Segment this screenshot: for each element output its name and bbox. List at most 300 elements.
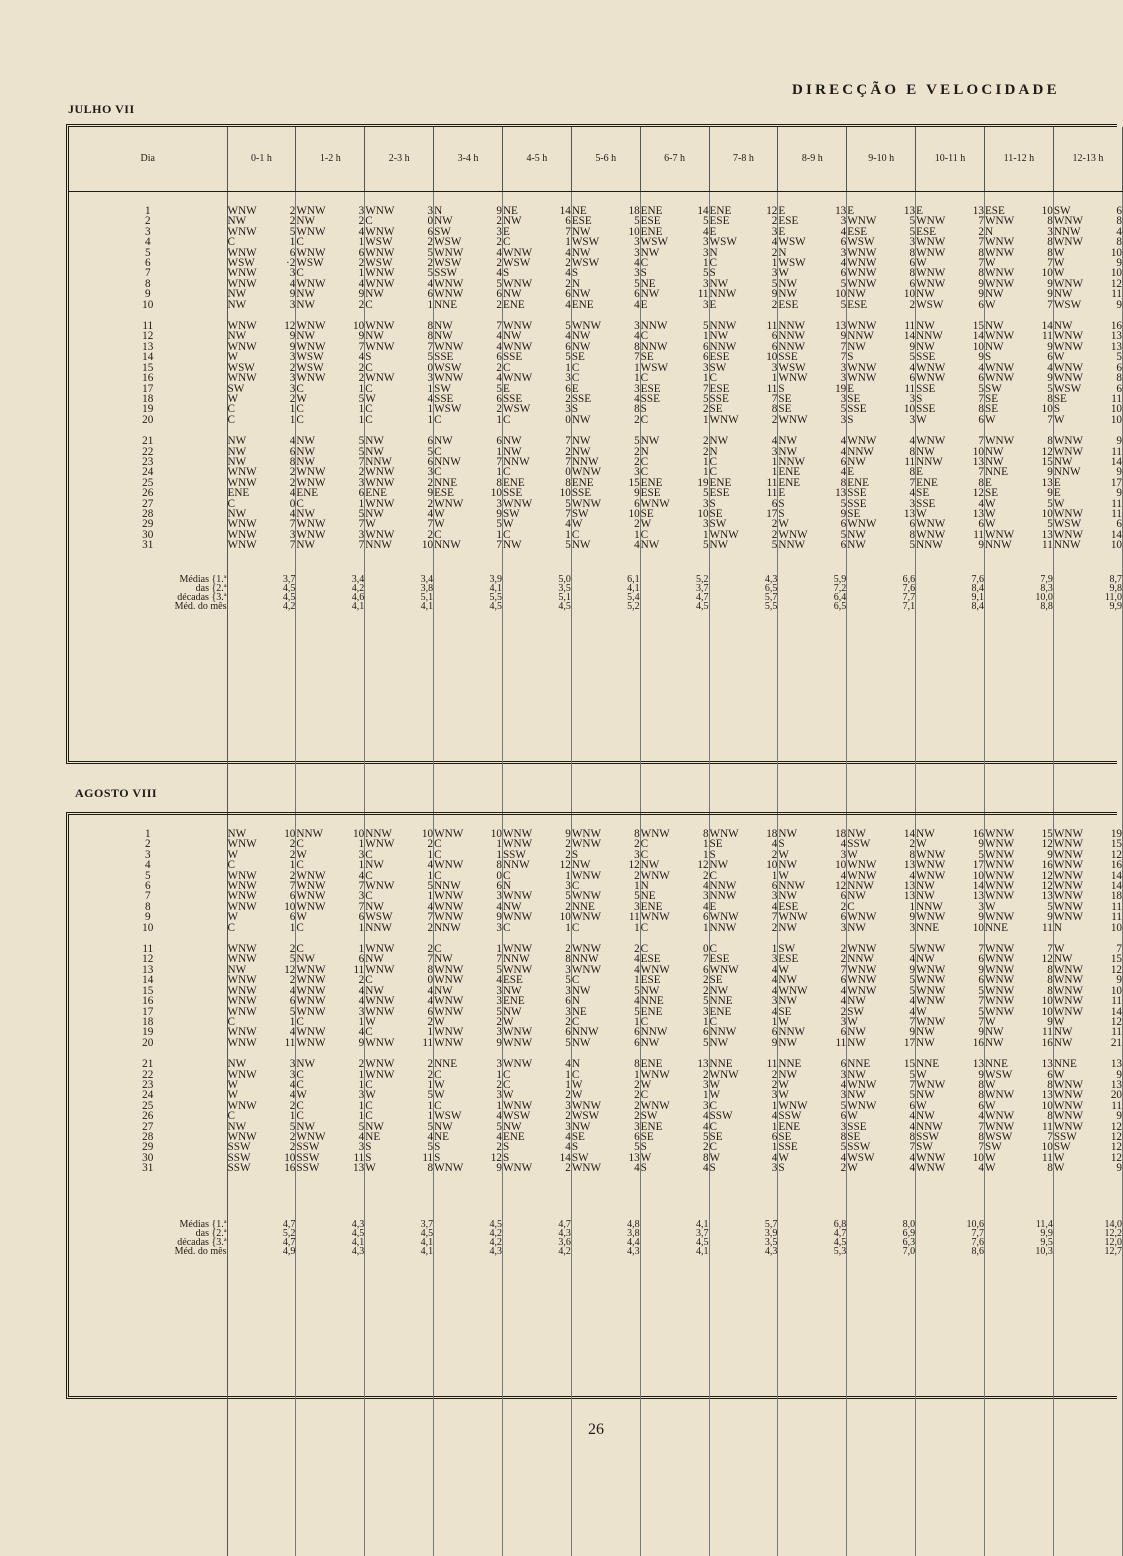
- wind-direction-cell: WNW: [640, 828, 670, 840]
- wind-direction-cell: WNW: [847, 869, 877, 882]
- wind-speed-cell: 3: [338, 478, 364, 488]
- wind-speed-cell: 4: [889, 1111, 915, 1121]
- wind-direction-cell: S: [709, 267, 716, 280]
- wind-direction-cell: W: [434, 1078, 445, 1091]
- wind-direction-cell: C: [640, 943, 649, 956]
- wind-direction-cell: ENE: [778, 1120, 801, 1133]
- wind-speed-cell: 2: [338, 975, 364, 985]
- wind-direction-cell: WNW: [296, 1036, 326, 1049]
- wind-direction-cell: S: [847, 351, 854, 364]
- wind-direction-cell: ESE: [709, 215, 730, 228]
- wind-direction-cell: WNW: [227, 528, 257, 541]
- wind-speed-cell: 11: [1096, 1101, 1123, 1111]
- wind-speed-cell: 5: [545, 540, 571, 550]
- wind-direction-cell: WNW: [434, 372, 464, 385]
- wind-direction-cell: SE: [984, 392, 999, 405]
- wind-direction-cell: C: [434, 445, 442, 458]
- average-value: 4,3: [338, 1247, 364, 1256]
- wind-speed-cell: 13: [338, 1163, 364, 1173]
- wind-direction-cell: SW: [571, 507, 589, 520]
- wind-direction-cell: S: [365, 351, 372, 364]
- wind-speed-cell: 6: [614, 1132, 640, 1142]
- wind-speed-cell: 2: [820, 954, 846, 964]
- wind-speed-cell: 4: [889, 436, 915, 446]
- wind-direction-cell: NNW: [778, 320, 806, 333]
- average-value: 7,1: [889, 602, 915, 611]
- wind-speed-cell: 8: [1096, 373, 1123, 383]
- wind-speed-cell: 1: [889, 902, 915, 912]
- wind-direction-cell: NW: [502, 900, 522, 913]
- column-header-hour: 12-13 h: [1053, 127, 1122, 192]
- wind-direction-cell: NNW: [1053, 539, 1081, 552]
- wind-speed-cell: 7: [1027, 415, 1053, 425]
- wind-speed-cell: 8: [614, 1059, 640, 1069]
- wind-speed-cell: 2: [614, 1090, 640, 1100]
- wind-speed-cell: 8: [1096, 237, 1123, 247]
- wind-speed-cell: 1: [752, 1101, 778, 1111]
- wind-direction-cell: NW: [502, 984, 522, 997]
- average-value: 4,4: [614, 1238, 640, 1247]
- wind-speed-cell: 5: [889, 975, 915, 985]
- wind-direction-cell: NW: [365, 445, 384, 458]
- wind-speed-cell: 6: [270, 912, 296, 922]
- wind-speed-cell: 3: [820, 1070, 846, 1080]
- wind-speed-cell: 11: [1096, 902, 1123, 912]
- wind-speed-cell: 6: [476, 881, 502, 891]
- wind-direction-cell: C: [434, 869, 442, 882]
- wind-direction-cell: WNW: [227, 890, 257, 903]
- wind-speed-cell: 5: [752, 540, 778, 550]
- average-value: 6,9: [889, 1229, 915, 1238]
- wind-speed-cell: 6: [820, 1027, 846, 1037]
- page-header-title: DIRECÇÃO E VELOCIDADE: [792, 82, 1060, 98]
- wind-speed-cell: 9: [1027, 912, 1053, 922]
- wind-direction-cell: WNW: [502, 372, 533, 385]
- wind-direction-cell: NNW: [434, 880, 461, 893]
- wind-speed-cell: 9: [889, 1027, 915, 1037]
- wind-direction-cell: SW: [778, 943, 796, 956]
- average-value: 12,7: [1096, 1247, 1123, 1256]
- wind-speed-cell: 10: [1027, 996, 1053, 1006]
- wind-direction-cell: WNW: [709, 528, 739, 541]
- wind-direction-cell: WNW: [502, 838, 533, 851]
- wind-direction-cell: WNW: [571, 869, 602, 882]
- wind-speed-cell: 7: [958, 237, 984, 247]
- wind-direction-cell: NNE: [916, 921, 940, 934]
- wind-speed-cell: 5: [545, 499, 571, 509]
- wind-speed-cell: 7: [820, 965, 846, 975]
- averages-row: [69, 584, 1123, 593]
- wind-speed-cell: 14: [1096, 457, 1123, 467]
- wind-speed-cell: 11: [1096, 447, 1123, 457]
- wind-speed-cell: 5: [889, 227, 915, 237]
- wind-direction-cell: WNW: [502, 497, 533, 510]
- averages-row: [69, 1247, 1123, 1256]
- wind-direction-cell: SE: [571, 1130, 585, 1143]
- wind-speed-cell: 3: [683, 891, 709, 901]
- wind-direction-cell: SSE: [571, 392, 592, 405]
- average-value: 4,7: [820, 1229, 846, 1238]
- wind-direction-cell: NW: [296, 953, 316, 966]
- wind-direction-cell: WNW: [434, 859, 464, 872]
- wind-direction-cell: NW: [847, 539, 866, 552]
- wind-speed-cell: 2: [683, 975, 709, 985]
- average-value: 3,4: [407, 575, 433, 584]
- wind-speed-cell: 1: [407, 1027, 433, 1037]
- wind-speed-cell: 4: [270, 1027, 296, 1037]
- wind-direction-cell: NW: [571, 445, 591, 458]
- wind-direction-cell: C: [296, 1110, 304, 1123]
- wind-speed-cell: 2: [545, 1017, 571, 1027]
- day-cell: 1: [69, 206, 227, 216]
- wind-direction-cell: NW: [640, 288, 660, 301]
- column-header-hour: 5-6 h: [571, 127, 640, 192]
- wind-direction-cell: WNW: [502, 340, 533, 353]
- wind-direction-cell: W: [1053, 1068, 1065, 1081]
- wind-direction-cell: NNE: [434, 298, 458, 311]
- wind-direction-cell: NW: [296, 455, 316, 468]
- wind-speed-cell: 6: [1027, 352, 1053, 362]
- wind-speed-cell: 4: [752, 839, 778, 849]
- wind-direction-cell: NW: [434, 435, 453, 448]
- wind-speed-cell: 4: [338, 279, 364, 289]
- average-value: 8,4: [958, 584, 984, 593]
- wind-speed-cell: 8: [889, 850, 915, 860]
- wind-speed-cell: 1: [476, 467, 502, 477]
- wind-speed-cell: 9: [476, 1163, 502, 1173]
- wind-direction-cell: WNW: [847, 911, 877, 924]
- wind-speed-cell: 6: [958, 975, 984, 985]
- wind-speed-cell: 4: [476, 268, 502, 278]
- wind-speed-cell: 4: [407, 1132, 433, 1142]
- wind-speed-cell: 9: [958, 1070, 984, 1080]
- wind-direction-cell: WNW: [1053, 330, 1084, 343]
- wind-speed-cell: 4: [476, 373, 502, 383]
- wind-speed-cell: 2: [270, 394, 296, 404]
- wind-speed-cell: 4: [476, 331, 502, 341]
- wind-speed-cell: 0: [407, 975, 433, 985]
- wind-direction-cell: C: [296, 921, 304, 934]
- day-cell: 7: [69, 891, 227, 901]
- wind-direction-cell: NW: [709, 1036, 729, 1049]
- wind-speed-cell: 3: [476, 996, 502, 1006]
- wind-direction-cell: S: [640, 267, 647, 280]
- wind-direction-cell: WNW: [1053, 911, 1084, 924]
- wind-speed-cell: 6: [958, 954, 984, 964]
- wind-direction-cell: WSW: [847, 1151, 875, 1164]
- wind-speed-cell: 5: [820, 404, 846, 414]
- wind-speed-cell: 3: [476, 923, 502, 933]
- wind-speed-cell: 4: [820, 227, 846, 237]
- wind-speed-cell: 10: [1096, 923, 1123, 933]
- wind-speed-cell: 12: [270, 321, 296, 331]
- wind-speed-cell: 2: [889, 839, 915, 849]
- wind-speed-cell: 1: [270, 923, 296, 933]
- wind-direction-cell: WNW: [709, 413, 739, 426]
- wind-speed-cell: 10: [1027, 509, 1053, 519]
- wind-direction-cell: W: [778, 267, 789, 280]
- wind-speed-cell: 16: [958, 1038, 984, 1048]
- wind-direction-cell: WNW: [227, 880, 257, 893]
- wind-speed-cell: 6: [407, 1007, 433, 1017]
- wind-direction-cell: WNW: [227, 539, 257, 552]
- day-cell: 27: [69, 499, 227, 509]
- average-value: 7,9: [1027, 575, 1053, 584]
- wind-speed-cell: 1: [407, 850, 433, 860]
- wind-direction-cell: SSW: [847, 1141, 871, 1154]
- wind-speed-cell: 19: [683, 478, 709, 488]
- wind-speed-cell: 9: [407, 488, 433, 498]
- wind-direction-cell: WNW: [227, 1068, 257, 1081]
- wind-direction-cell: NNW: [709, 880, 737, 893]
- wind-speed-cell: 12: [614, 860, 640, 870]
- table-row: [69, 373, 1123, 383]
- wind-direction-cell: WNW: [984, 911, 1015, 924]
- wind-direction-cell: W: [984, 413, 996, 426]
- wind-direction-cell: WNW: [227, 943, 257, 956]
- column-header-hour: 8-9 h: [778, 127, 847, 192]
- wind-direction-cell: NNE: [434, 476, 458, 489]
- wind-speed-cell: 7: [614, 352, 640, 362]
- wind-speed-cell: 3: [476, 1027, 502, 1037]
- wind-direction-cell: NW: [778, 974, 798, 987]
- wind-speed-cell: 7: [270, 519, 296, 529]
- wind-direction-cell: WSW: [365, 257, 393, 270]
- wind-direction-cell: W: [916, 1005, 927, 1018]
- wind-direction-cell: WSW: [640, 236, 669, 249]
- wind-speed-cell: 9: [958, 279, 984, 289]
- wind-direction-cell: WNW: [227, 476, 257, 489]
- wind-direction-cell: NW: [916, 1026, 935, 1039]
- wind-speed-cell: 5: [820, 1142, 846, 1152]
- wind-direction-cell: NE: [434, 1130, 450, 1143]
- wind-direction-cell: C: [296, 1068, 304, 1081]
- wind-direction-cell: NNE: [778, 1058, 802, 1071]
- wind-speed-cell: 9: [958, 352, 984, 362]
- wind-speed-cell: 6: [407, 227, 433, 237]
- wind-direction-cell: NW: [1053, 455, 1073, 468]
- wind-speed-cell: 1: [545, 1070, 571, 1080]
- wind-direction-cell: NW: [227, 963, 247, 976]
- wind-direction-cell: NW: [227, 435, 247, 448]
- wind-direction-cell: NW: [365, 859, 384, 872]
- wind-direction-cell: NW: [640, 859, 660, 872]
- wind-speed-cell: 1: [752, 944, 778, 954]
- wind-direction-cell: SE: [1053, 392, 1067, 405]
- wind-speed-cell: 18: [1096, 891, 1123, 901]
- wind-speed-cell: 9: [1027, 373, 1053, 383]
- wind-speed-cell: 11: [407, 1038, 433, 1048]
- wind-direction-cell: NW: [640, 984, 660, 997]
- wind-direction-cell: WNW: [365, 372, 395, 385]
- wind-speed-cell: 1: [270, 1017, 296, 1027]
- wind-direction-cell: NW: [296, 298, 316, 311]
- wind-direction-cell: W: [365, 518, 376, 531]
- average-value: 12,2: [1096, 1229, 1123, 1238]
- average-value: 11,0: [1096, 593, 1123, 602]
- wind-speed-cell: 5: [614, 986, 640, 996]
- wind-direction-cell: WNW: [709, 828, 739, 840]
- wind-speed-cell: 2: [614, 1111, 640, 1121]
- wind-speed-cell: 4: [889, 954, 915, 964]
- day-cell: 23: [69, 457, 227, 467]
- wind-direction-cell: ENE: [502, 476, 525, 489]
- wind-direction-cell: W: [984, 1099, 996, 1112]
- wind-speed-cell: 6: [820, 457, 846, 467]
- wind-direction-cell: SSE: [434, 351, 454, 364]
- wind-direction-cell: WNW: [1053, 372, 1084, 385]
- wind-speed-cell: 9: [820, 331, 846, 341]
- day-cell: 25: [69, 1101, 227, 1111]
- wind-speed-cell: 2: [338, 363, 364, 373]
- wind-speed-cell: 3: [958, 902, 984, 912]
- wind-direction-cell: SSE: [502, 487, 523, 500]
- wind-speed-cell: 2: [270, 216, 296, 226]
- wind-speed-cell: 4: [752, 986, 778, 996]
- averages-label: Méd. do mês: [69, 1247, 227, 1256]
- wind-speed-cell: 1: [683, 415, 709, 425]
- wind-speed-cell: 7: [476, 954, 502, 964]
- wind-direction-cell: C: [434, 1068, 442, 1081]
- wind-direction-cell: WNW: [365, 838, 395, 851]
- average-value: 4,6: [338, 593, 364, 602]
- wind-direction-cell: NNW: [709, 340, 737, 353]
- wind-speed-cell: 6: [820, 1059, 846, 1069]
- average-value: 7,7: [889, 593, 915, 602]
- wind-direction-cell: C: [709, 1141, 717, 1154]
- wind-speed-cell: 10: [958, 342, 984, 352]
- wind-speed-cell: 13: [614, 1153, 640, 1163]
- wind-speed-cell: 6: [338, 248, 364, 258]
- wind-speed-cell: 5: [889, 944, 915, 954]
- wind-speed-cell: 7: [958, 258, 984, 268]
- wind-direction-cell: SE: [984, 487, 999, 500]
- wind-speed-cell: 5: [683, 394, 709, 404]
- wind-speed-cell: 1: [338, 1017, 364, 1027]
- wind-direction-cell: NW: [227, 298, 247, 311]
- wind-direction-cell: ESE: [640, 953, 661, 966]
- wind-speed-cell: 9: [958, 839, 984, 849]
- wind-speed-cell: 9: [1096, 300, 1123, 310]
- wind-speed-cell: 5: [683, 216, 709, 226]
- wind-speed-cell: 5: [683, 996, 709, 1006]
- column-header-hour: 2-3 h: [365, 127, 434, 192]
- average-value: 10,6: [958, 1220, 984, 1229]
- wind-speed-cell: 4: [270, 488, 296, 498]
- wind-speed-cell: 2: [407, 237, 433, 247]
- wind-speed-cell: 3: [614, 268, 640, 278]
- wind-speed-cell: 6: [683, 1027, 709, 1037]
- wind-speed-cell: 2: [683, 1070, 709, 1080]
- wind-speed-cell: 8: [476, 478, 502, 488]
- wind-direction-cell: NW: [227, 445, 247, 458]
- wind-direction-cell: WNW: [778, 372, 808, 385]
- wind-speed-cell: 2: [270, 839, 296, 849]
- day-cell: 24: [69, 467, 227, 477]
- wind-direction-cell: SW: [571, 1151, 589, 1164]
- wind-speed-cell: 7: [407, 342, 433, 352]
- wind-direction-cell: W: [434, 518, 445, 531]
- wind-speed-cell: 13: [889, 891, 915, 901]
- wind-speed-cell: 4: [752, 975, 778, 985]
- wind-speed-cell: 6: [614, 1027, 640, 1037]
- wind-speed-cell: 12: [1027, 871, 1053, 881]
- wind-direction-cell: C: [365, 869, 373, 882]
- wind-speed-cell: 7: [476, 457, 502, 467]
- wind-direction-cell: NW: [847, 1036, 866, 1049]
- wind-speed-cell: 5: [476, 519, 502, 529]
- average-value: 5,2: [270, 1229, 296, 1238]
- wind-direction-cell: S: [709, 1162, 716, 1175]
- column-header-hour: 7-8 h: [709, 127, 778, 192]
- wind-direction-cell: WNW: [847, 257, 877, 270]
- wind-direction-cell: WNW: [847, 215, 877, 228]
- wind-speed-cell: 2: [270, 871, 296, 881]
- wind-direction-cell: C: [365, 974, 373, 987]
- wind-direction-cell: NNW: [916, 539, 943, 552]
- wind-speed-cell: 3: [752, 268, 778, 278]
- wind-direction-cell: C: [640, 838, 649, 851]
- wind-direction-cell: W: [778, 1151, 789, 1164]
- wind-speed-cell: 12: [1096, 1142, 1123, 1152]
- wind-direction-cell: C: [502, 413, 511, 426]
- wind-direction-cell: WNW: [365, 1068, 395, 1081]
- wind-speed-cell: 7: [820, 342, 846, 352]
- wind-speed-cell: 2: [270, 478, 296, 488]
- wind-direction-cell: C: [227, 859, 235, 872]
- wind-direction-cell: WNW: [916, 372, 946, 385]
- average-value: 6,6: [889, 575, 915, 584]
- wind-speed-cell: 1: [407, 1080, 433, 1090]
- wind-speed-cell: 6: [958, 300, 984, 310]
- wind-direction-cell: WNW: [1053, 445, 1084, 458]
- wind-direction-cell: W: [434, 507, 445, 520]
- wind-speed-cell: 1: [752, 258, 778, 268]
- wind-speed-cell: 4: [820, 1153, 846, 1163]
- wind-direction-cell: NW: [778, 859, 798, 872]
- wind-direction-cell: NW: [916, 953, 935, 966]
- wind-direction-cell: NW: [984, 288, 1004, 301]
- wind-speed-cell: 14: [1096, 871, 1123, 881]
- wind-speed-cell: 6: [820, 237, 846, 247]
- wind-direction-cell: WSW: [434, 361, 462, 374]
- wind-direction-cell: NW: [778, 288, 798, 301]
- wind-speed-cell: 5: [614, 279, 640, 289]
- wind-speed-cell: 2: [614, 519, 640, 529]
- wind-speed-cell: 6: [1096, 363, 1123, 373]
- wind-speed-cell: 6: [820, 540, 846, 550]
- average-value: 3,5: [752, 1238, 778, 1247]
- wind-direction-cell: WNW: [365, 1058, 395, 1071]
- wind-direction-cell: WNW: [984, 963, 1015, 976]
- wind-speed-cell: 10: [1096, 248, 1123, 258]
- wind-speed-cell: 1: [476, 1070, 502, 1080]
- wind-direction-cell: W: [434, 1015, 445, 1028]
- wind-direction-cell: WNW: [502, 1026, 533, 1039]
- wind-direction-cell: NNW: [916, 330, 943, 343]
- wind-speed-cell: 9: [1096, 436, 1123, 446]
- wind-direction-cell: WNW: [984, 974, 1015, 987]
- day-cell: 13: [69, 965, 227, 975]
- wind-direction-cell: NW: [847, 890, 866, 903]
- wind-direction-cell: NNW: [778, 1026, 806, 1039]
- wind-direction-cell: WNW: [296, 869, 326, 882]
- wind-speed-cell: 12: [270, 965, 296, 975]
- wind-direction-cell: WNW: [916, 869, 946, 882]
- wind-speed-cell: 8: [683, 829, 709, 839]
- wind-direction-cell: ESE: [640, 487, 661, 500]
- wind-speed-cell: 6: [683, 352, 709, 362]
